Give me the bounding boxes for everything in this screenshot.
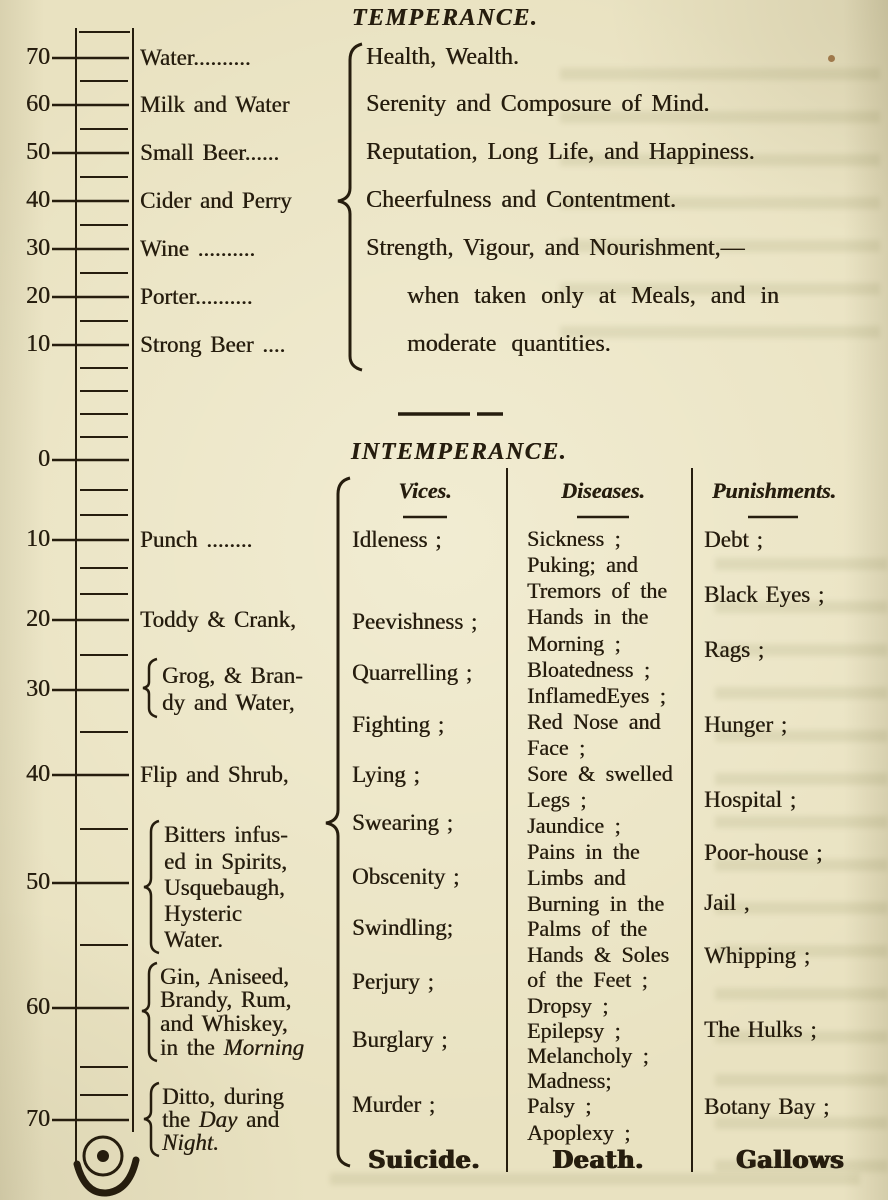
disease-item: Jaundice ; — [527, 813, 621, 838]
vice-item: Swearing ; — [352, 810, 454, 835]
disease-item: Palsy ; — [527, 1093, 592, 1118]
vice-item: Perjury ; — [352, 969, 434, 994]
drink-item: Wine .......... — [140, 236, 256, 261]
drink-item: Usquebaugh, — [164, 875, 285, 900]
vice-final-blackletter: Suicide. — [367, 1145, 481, 1174]
drink-item: Strong Beer .... — [140, 332, 286, 357]
effect-item: when taken only at Meals, and in — [407, 283, 779, 309]
vice-item: Murder ; — [352, 1092, 436, 1117]
drink-item: and Whiskey, — [160, 1011, 288, 1036]
punishment-item: Jail , — [704, 890, 750, 915]
disease-item: Apoplexy ; — [527, 1120, 631, 1145]
paper-fox-spot — [828, 55, 835, 62]
drink-item: Gin, Aniseed, — [160, 964, 289, 989]
disease-item: of the Feet ; — [527, 967, 648, 992]
drink-item: Brandy, Rum, — [160, 987, 292, 1012]
vice-item: Peevishness ; — [352, 609, 478, 634]
intemperance-title: INTEMPERANCE. — [350, 439, 568, 465]
scale-value: 10 — [26, 331, 50, 357]
scale-value: 60 — [26, 994, 50, 1020]
drink-item: Night. — [162, 1130, 219, 1155]
scale-value: 10 — [26, 526, 50, 552]
punishment-item: Whipping ; — [704, 943, 811, 968]
disease-item: Morning ; — [527, 631, 621, 656]
disease-item: InflamedEyes ; — [527, 683, 666, 708]
drink-item: Small Beer...... — [140, 140, 280, 165]
scale-value: 70 — [26, 44, 50, 70]
vice-item: Obscenity ; — [352, 864, 460, 889]
disease-item: Madness; — [527, 1068, 612, 1093]
drink-item: Milk and Water — [140, 92, 290, 117]
effect-item: Cheerfulness and Contentment. — [366, 187, 676, 213]
scale-value: 30 — [26, 235, 50, 261]
drink-item: Toddy & Crank, — [140, 607, 296, 632]
scale-value: 50 — [26, 139, 50, 165]
drink-item: Bitters infus- — [164, 822, 288, 847]
disease-item: Tremors of the — [527, 578, 667, 603]
disease-item: Hands in the — [527, 604, 649, 629]
punishment-item: Rags ; — [704, 637, 765, 662]
drink-item: Flip and Shrub, — [140, 762, 289, 787]
effect-item: moderate quantities. — [407, 331, 611, 357]
punishment-item: Botany Bay ; — [704, 1094, 830, 1119]
column-header-punishments: Punishments. — [711, 478, 837, 503]
scale-value: 20 — [26, 283, 50, 309]
effect-item: Reputation, Long Life, and Happiness. — [366, 139, 755, 165]
drink-text: in the — [160, 1035, 224, 1060]
disease-item: Puking; and — [527, 552, 638, 577]
column-header-vices: Vices. — [398, 478, 452, 503]
vice-item: Swindling; — [352, 915, 453, 940]
effect-item: Serenity and Composure of Mind. — [366, 91, 710, 117]
vice-item: Quarrelling ; — [352, 660, 473, 685]
disease-item: Sickness ; — [527, 526, 621, 551]
punishment-final-blackletter: Gallows — [736, 1145, 844, 1174]
scale-value: 60 — [26, 91, 50, 117]
drink-text: the — [162, 1107, 199, 1132]
effect-item: Strength, Vigour, and Nourishment,— — [366, 235, 745, 261]
vice-item: Burglary ; — [352, 1027, 448, 1052]
drink-item: Water. — [164, 927, 223, 952]
scale-value: 40 — [26, 761, 50, 787]
drink-item: Ditto, during — [162, 1084, 284, 1109]
scale-value: 30 — [26, 676, 50, 702]
drink-item: Cider and Perry — [140, 188, 292, 213]
temperance-title: TEMPERANCE. — [351, 5, 539, 31]
scale-value: 40 — [26, 187, 50, 213]
disease-item: Red Nose and — [527, 709, 661, 734]
scale-value: 50 — [26, 869, 50, 895]
drink-item: Water.......... — [140, 45, 251, 70]
disease-item: Palms of the — [527, 916, 647, 941]
punishment-item: Hunger ; — [704, 712, 788, 737]
drink-text-italic: Morning — [223, 1035, 304, 1060]
drink-item — [162, 1108, 279, 1131]
scale-value: 70 — [26, 1106, 50, 1132]
vice-item: Fighting ; — [352, 712, 445, 737]
effect-item: Health, Wealth. — [366, 44, 519, 70]
column-header-diseases: Diseases. — [561, 478, 645, 503]
disease-item: Limbs and — [527, 865, 626, 890]
drink-text-italic: Day — [198, 1107, 238, 1132]
vice-item: Lying ; — [352, 762, 420, 787]
disease-item: Legs ; — [527, 787, 587, 812]
vice-item: Idleness ; — [352, 527, 442, 552]
drink-item: Grog, & Bran- — [162, 663, 303, 688]
disease-item: Epilepsy ; — [527, 1018, 621, 1043]
drink-text: and — [237, 1107, 280, 1132]
disease-item: Melancholy ; — [527, 1043, 649, 1068]
scale-value-zero: 0 — [38, 446, 50, 472]
punishment-item: Hospital ; — [704, 787, 797, 812]
punishment-item: The Hulks ; — [704, 1017, 817, 1042]
drink-item: dy and Water, — [162, 690, 295, 715]
disease-item: Face ; — [527, 735, 586, 760]
disease-item: Burning in the — [527, 891, 665, 916]
disease-item: Bloatedness ; — [527, 657, 650, 682]
drink-item: Porter.......... — [140, 284, 253, 309]
drink-item: Punch ........ — [140, 527, 253, 552]
disease-item: Pains in the — [527, 839, 640, 864]
drink-item: Hysteric — [164, 901, 242, 926]
punishment-item: Debt ; — [704, 527, 763, 552]
scale-value: 20 — [26, 606, 50, 632]
punishment-item: Poor-house ; — [704, 840, 823, 865]
drink-item: ed in Spirits, — [164, 849, 287, 874]
disease-item: Hands & Soles — [527, 942, 669, 967]
drink-item — [160, 1036, 304, 1059]
disease-item: Sore & swelled — [527, 761, 673, 786]
disease-final-blackletter: Death. — [552, 1145, 644, 1174]
punishment-item: Black Eyes ; — [704, 582, 825, 607]
disease-item: Dropsy ; — [527, 993, 609, 1018]
